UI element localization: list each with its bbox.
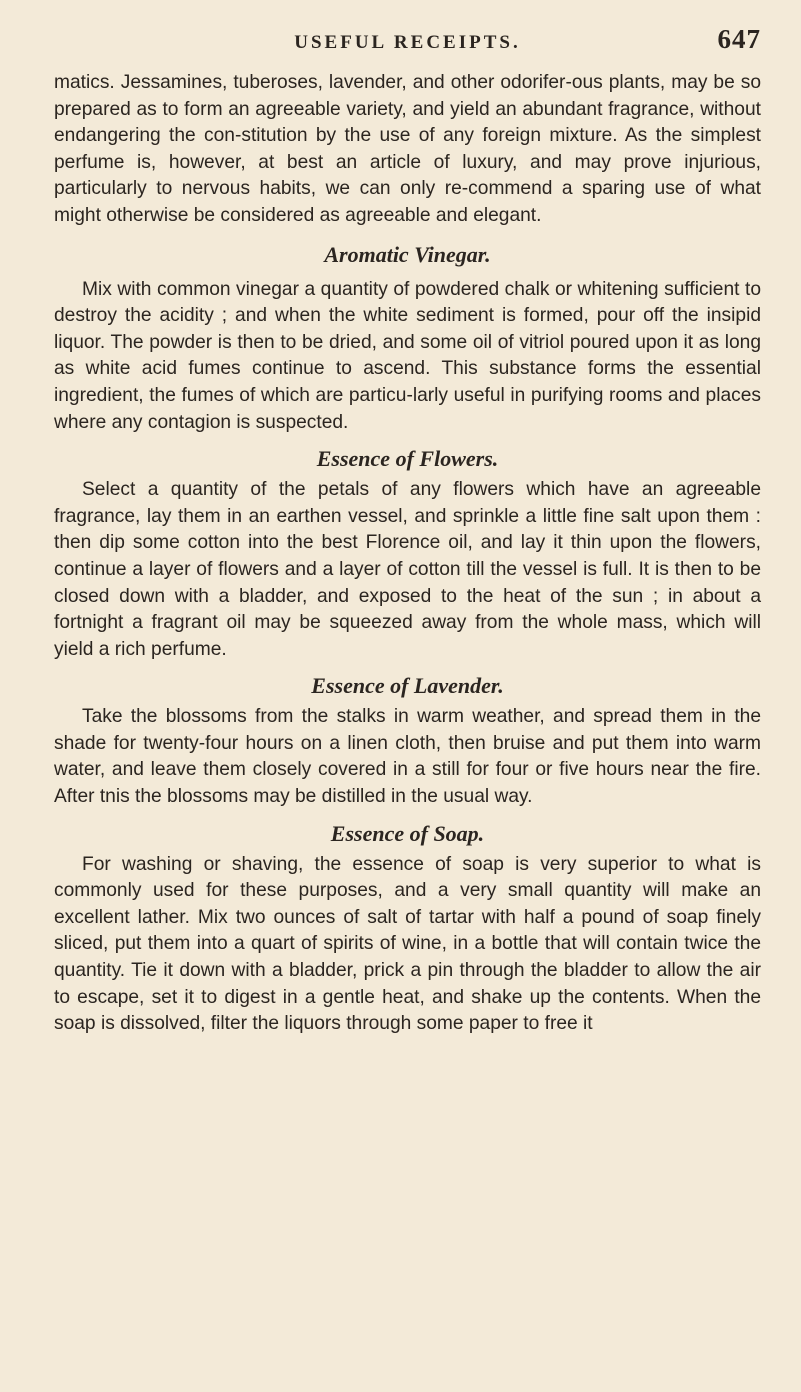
page-header [54, 24, 761, 70]
section-heading-essence-of-flowers: Essence of Flowers. [316, 446, 499, 472]
section-text-essence-of-flowers: Select a quantity of the petals of any flowers which have an agreeable fragrance, lay them in an earthen vessel, and sprinkle a little fine salt upon them : then dip some cotton into the best Florence oil, and lay it thin upon the flowers, continue a layer of flowers and a layer of cotton till the vessel is full. It is then to be closed down with a bladder, and exposed to the heat of the sun ; in about a fortnight a fragrant oil may be squeezed away from the whole mass, which will yield a rich perfume. [54, 479, 761, 660]
page-number: 647 [717, 24, 761, 54]
intro-paragraph: matics. Jessamines, tuberoses, lavender, and other odorifer-ous plants, may be so prepared as to form an agreeable variety, and yield an abundant fragrance, without endangering the con-stitution by the use of any foreign mixture. As the simplest perfume is, however, at best an article of luxury, and may prove injurious, particularly to nervous habits, we can only re-commend a sparing use of what might otherwise be considered as agreeable and elegant. [54, 72, 761, 226]
running-head: USEFUL RECEIPTS. [294, 32, 521, 53]
section-text-aromatic-vinegar: Mix with common vinegar a quantity of powdered chalk or whitening sufficient to destroy the acidity ; and when the white sediment is formed, pour off the insipid liquor. The powder is then to be dried, and some oil of vitriol poured upon it as long as white acid fumes continue to ascend. This substance forms the essential ingredient, the fumes of which are particu-larly useful in purifying rooms and places where any contagion is suspected. [54, 278, 761, 433]
section-heading-essence-of-soap: Essence of Soap. [330, 820, 485, 846]
section-text-essence-of-soap: For washing or shaving, the essence of soap is very superior to what is commonly used for these purposes, and a very small quantity will make an excellent lather. Mix two ounces of salt of tartar with half a pound of soap finely sliced, put them into a quart of spirits of wine, in a bottle that will contain twice the quantity. Tie it down with a bladder, prick a pin through the bladder to allow the air to escape, set it to digest in a gentle heat, and shake up the contents. When the soap is dissolved, filter the liquors through some paper to free it [54, 853, 761, 1035]
section-heading-aromatic-vinegar: Aromatic Vinegar. [324, 241, 491, 267]
section-heading-essence-of-lavender: Essence of Lavender. [311, 673, 504, 699]
section-text-essence-of-lavender: Take the blossoms from the stalks in warm weather, and spread them in the shade for twenty-four hours on a linen cloth, then bruise and put them into warm water, and leave them closely covered in a still for four or five hours near the fire. After tnis the blossoms may be distilled in the usual way. [54, 706, 761, 808]
